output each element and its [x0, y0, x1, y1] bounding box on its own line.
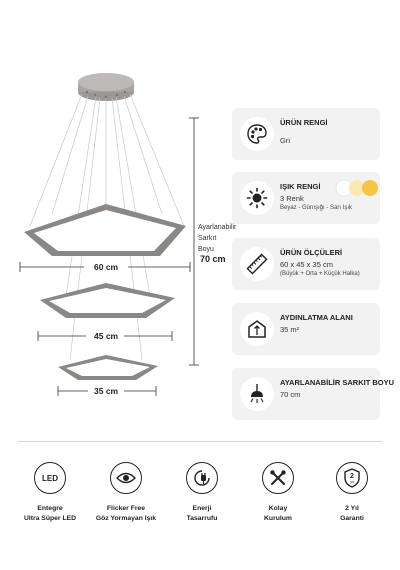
feature-easy-install — [242, 462, 314, 524]
product-illustration — [0, 0, 237, 430]
chandelier-drawing — [0, 0, 237, 430]
spec-title: IŞIK RENGİ — [280, 182, 321, 191]
palette-icon — [240, 117, 274, 151]
spec-subtext: (Büyük + Orta + Küçük Halka) — [280, 271, 360, 277]
svg-text:2: 2 — [350, 473, 354, 480]
spec-card-light-color — [232, 172, 380, 224]
spec-value: 3 Renk — [280, 194, 304, 203]
spec-value: Gri — [280, 136, 290, 145]
ring-small — [58, 355, 158, 380]
spec-title: ÜRÜN RENGİ — [280, 118, 328, 127]
feature-label: Flicker Free Göz Yormayan Işık — [95, 505, 157, 522]
ring-medium — [40, 283, 175, 318]
feature-label: 2 Yıl Garanti — [340, 505, 364, 522]
sun-icon — [240, 181, 274, 215]
feature-flicker-free — [90, 462, 162, 524]
dim-label-large: 60 cm — [94, 262, 119, 272]
adjustable-length-value: 70 cm — [200, 254, 226, 264]
spec-subtext: Beyaz - Günışığı - Sarı Işık — [280, 205, 353, 211]
feature-led — [14, 462, 86, 524]
warranty-shield-icon — [336, 462, 368, 494]
room-area-icon — [240, 312, 274, 346]
feature-label: Kolay Kurulum — [264, 505, 292, 522]
spec-card-dimensions — [232, 238, 380, 290]
feature-energy-saving — [166, 462, 238, 524]
spec-card-lighting-area — [232, 303, 380, 355]
dimension-lines — [20, 118, 199, 396]
spec-title: AYDINLATMA ALANI — [280, 313, 353, 322]
feature-warranty — [316, 462, 388, 524]
spec-value: 35 m² — [280, 325, 300, 334]
spec-title: ÜRÜN ÖLÇÜLERİ — [280, 248, 343, 257]
adjustable-length-label: Ayarlanabilir Sarkıt Boyu — [198, 224, 237, 253]
spec-card-product-color — [232, 108, 380, 160]
ruler-icon — [240, 247, 274, 281]
energy-plug-icon — [186, 462, 218, 494]
dim-label-medium: 45 cm — [94, 331, 119, 341]
ring-large — [24, 204, 186, 256]
pendant-lamp-icon — [240, 377, 274, 411]
feature-label: Entegre Ultra Süper LED — [23, 505, 77, 522]
tools-icon — [262, 462, 294, 494]
svg-text:yıl: yıl — [350, 480, 354, 484]
feature-label: Enerji Tasarrufu — [186, 505, 218, 522]
dim-label-small: 35 cm — [94, 386, 119, 396]
spec-value: 60 x 45 x 35 cm — [280, 260, 333, 269]
section-divider — [18, 441, 382, 442]
light-color-swatches — [335, 179, 379, 197]
spec-title: AYARLANABİLİR SARKIT BOYU — [280, 378, 395, 387]
led-icon: LED — [34, 462, 66, 494]
spec-card-adjustable-length — [232, 368, 395, 420]
eye-icon — [110, 462, 142, 494]
spec-value: 70 cm — [280, 390, 301, 399]
